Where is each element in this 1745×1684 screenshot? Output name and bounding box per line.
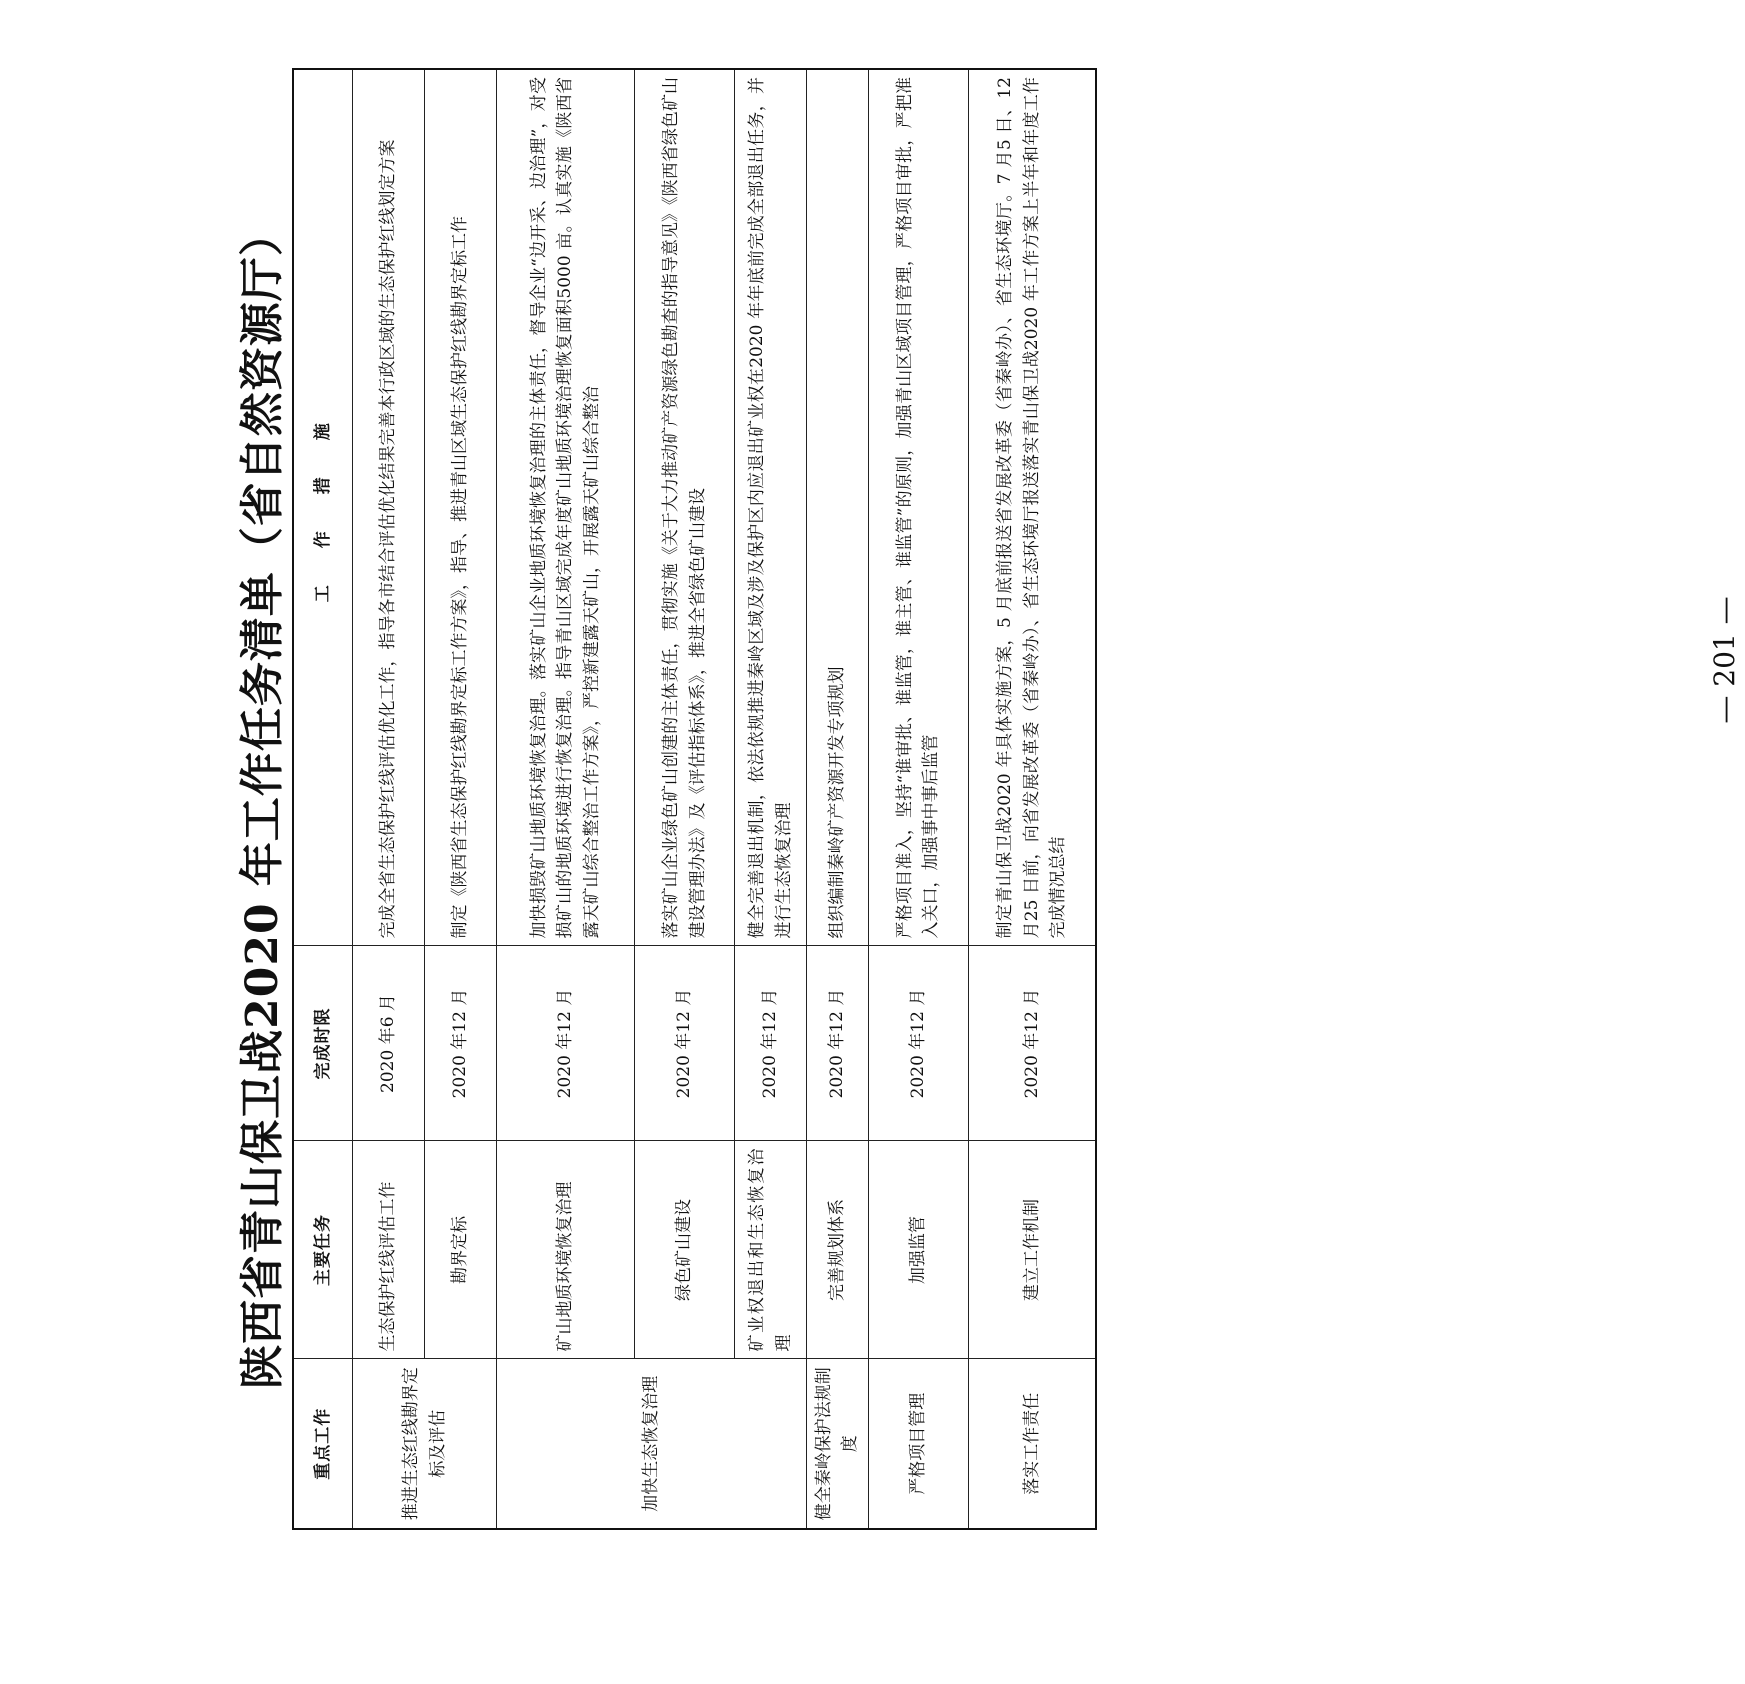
header-main-task: 主要任务	[293, 1141, 353, 1359]
task-cell: 勘界定标	[425, 1141, 497, 1359]
deadline-cell: 2020 年12 月	[497, 946, 635, 1141]
measures-cell: 健全完善退出机制，依法依规推进秦岭区域及涉及保护区内应退出矿业权在2020 年年底前完成全部退出任务，并进行生态恢复治理	[735, 69, 807, 946]
table-row	[968, 69, 1096, 1529]
deadline-cell: 2020 年6 月	[353, 946, 425, 1141]
task-cell: 矿业权退出和生态恢复治理	[735, 1141, 807, 1359]
table-row	[868, 69, 968, 1529]
rotated-page	[200, 50, 1741, 1550]
table-row	[807, 69, 869, 1529]
task-cell: 生态保护红线评估工作	[353, 1141, 425, 1359]
header-deadline: 完成时限	[293, 946, 353, 1141]
page-number: — 201 —	[1708, 596, 1741, 724]
key-work-cell: 加快生态恢复治理	[497, 1359, 807, 1529]
task-cell: 完善规划体系	[807, 1141, 869, 1359]
measures-cell: 制定青山保卫战2020 年具体实施方案，5 月底前报送省发展改革委（省秦岭办）、省生态环境厅。7 月5 日、12 月25 日前，向省发展改革委（省秦岭办）、省生态环境厅报送落实青山保卫战2020 年工作方案上半年和年度工作完成情况总结	[968, 69, 1096, 946]
measures-cell: 制定《陕西省生态保护红线勘界定标工作方案》，指导、推进青山区域生态保护红线勘界定标工作	[425, 69, 497, 946]
task-cell: 矿山地质环境恢复治理	[497, 1141, 635, 1359]
task-cell: 加强监管	[868, 1141, 968, 1359]
table-row	[735, 69, 807, 1529]
deadline-cell: 2020 年12 月	[807, 946, 869, 1141]
header-measures: 工 作 措 施	[293, 69, 353, 946]
page-title: 陕西省青山保卫战2020 年工作任务清单（省自然资源厅）	[237, 211, 288, 1389]
table-row	[425, 69, 497, 1529]
key-work-cell: 落实工作责任	[968, 1359, 1096, 1529]
key-work-cell: 健全秦岭保护法规制度	[807, 1359, 869, 1529]
measures-cell: 完成全省生态保护红线评估优化工作，指导各市结合评估优化结果完善本行政区域的生态保护红线划定方案	[353, 69, 425, 946]
table-header-row	[293, 69, 353, 1529]
header-key-work: 重点工作	[293, 1359, 353, 1529]
key-work-cell: 推进生态红线勘界定标及评估	[353, 1359, 497, 1529]
deadline-cell: 2020 年12 月	[735, 946, 807, 1141]
deadline-cell: 2020 年12 月	[425, 946, 497, 1141]
measures-cell: 严格项目准入，坚持“谁审批、谁监管，谁主管、谁监管”的原则，加强青山区域项目管理，严格项目审批，严把准入关口，加强事中事后监管	[868, 69, 968, 946]
table-row	[497, 69, 635, 1529]
measures-cell: 落实矿山企业绿色矿山创建的主体责任，贯彻实施《关于大力推动矿产资源绿色勘查的指导意见》《陕西省绿色矿山建设管理办法》及《评估指标体系》，推进全省绿色矿山建设	[635, 69, 735, 946]
table-row	[635, 69, 735, 1529]
task-cell: 建立工作机制	[968, 1141, 1096, 1359]
deadline-cell: 2020 年12 月	[968, 946, 1096, 1141]
measures-cell: 加快损毁矿山地质环境恢复治理。落实矿山企业地质环境恢复治理的主体责任，督导企业“边开采、边治理”，对受损矿山的地质环境进行恢复治理。指导青山区域完成年度矿山地质环境治理恢复面积5000 亩。认真实施《陕西省露天矿山综合整治工作方案》，严控新建露天矿山，开展露天矿山综合整治	[497, 69, 635, 946]
table-row	[353, 69, 425, 1529]
deadline-cell: 2020 年12 月	[868, 946, 968, 1141]
measures-cell: 组织编制秦岭矿产资源开发专项规划	[807, 69, 869, 946]
task-cell: 绿色矿山建设	[635, 1141, 735, 1359]
deadline-cell: 2020 年12 月	[635, 946, 735, 1141]
task-table	[292, 68, 1097, 1530]
key-work-cell: 严格项目管理	[868, 1359, 968, 1529]
